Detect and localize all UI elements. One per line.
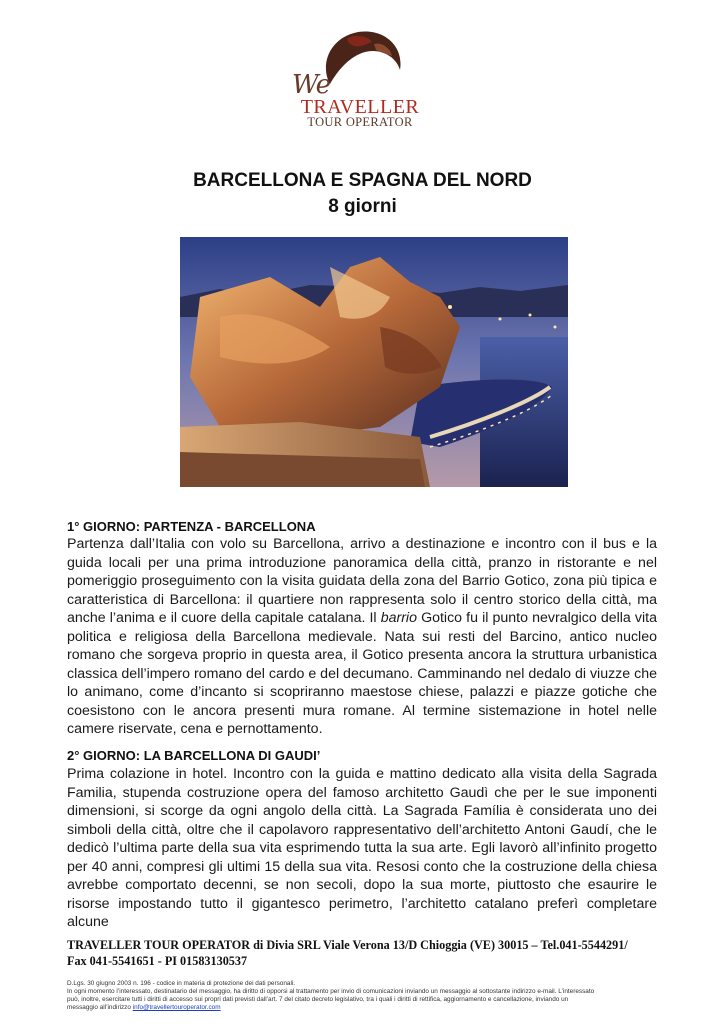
footer-legal-line4	[67, 1004, 667, 1012]
day1-text-a: Partenza dall’Italia con volo su Barcellona, arrivo a destinazione e incontro con il bus e la guida locali per una prima introduzione panoramica della città, pranzo in ristorante e nel pomeriggio proseguimento con la visita guidata della zona del Barrio Gotico, zona più tipica e caratteristica di Barcellona: il quartiere non rappresenta solo il centro storico della città, ma anche l’anima e il cuore della capitale catalana. Il	[67, 536, 657, 626]
logo-tour-operator: TOUR OPERATOR	[307, 115, 413, 129]
footer-legal-line2: In ogni momento l’interessato, destinatario del messaggio, ha diritto di opporsi al trattamento per invio di comunicazioni inviando un messaggio al sottostante indirizzo e-mail. L’interessato	[67, 988, 595, 995]
footer-company-line1: TRAVELLER TOUR OPERATOR di Divia SRL Viale Verona 13/D Chioggia (VE) 30015 – Tel.041-5544291/	[67, 938, 628, 952]
footer-company-line2: Fax 041-5541651 - PI 01583130537	[67, 954, 248, 968]
traveller-logo	[290, 26, 425, 130]
footer-legal-prefix: messaggio all’indirizzo	[67, 1004, 133, 1011]
day1-text	[67, 535, 657, 739]
day2-text	[67, 765, 657, 932]
day1-heading: 1° GIORNO: PARTENZA - BARCELLONA	[67, 519, 316, 534]
day2-heading: 2° GIORNO: LA BARCELLONA DI GAUDI’	[67, 748, 321, 763]
logo-we: We	[292, 70, 330, 100]
logo-traveller: TRAVELLER	[300, 96, 420, 118]
footer-legal-line1: D.Lgs. 30 giugno 2003 n. 196 - codice in materia di protezione dei dati personali.	[67, 980, 296, 987]
footer-company	[67, 937, 667, 969]
day1-text-b: Gotico fu il punto nevralgico della vita politica e religiosa della Barcellona medievale. Nata sui resti del Barcino, antico nucleo romano che sorgeva proprio in questa area, il Gotico presenta ancora la struttura urbanistica classica dell’impero romano del cardo e del decumano. Camminando nel dedalo di viuzze che lo animano, come d’incanto si scopriranno maestose chiese, palazzi e piazze gotiche che coesistono con le ancora presenti mura romane. Al termine sistemazione in hotel nelle camere riservate, cena e pernottamento.	[67, 610, 657, 737]
page-subtitle: 8 giorni	[328, 196, 397, 217]
footer-email-link[interactable]: info@travellertouroperator.com	[132, 1004, 221, 1011]
day1-text-italic: barrio	[380, 610, 417, 626]
day2-paragraph: Prima colazione in hotel. Incontro con la guida e mattino dedicato alla visita della Sagrada Familia, stupenda costruzione opera del famoso architetto Gaudì che per le sue imponenti dimensioni, si scorge da ogni angolo della città. La Sagrada Família è considerata uno dei simboli della città, oltre che il capolavoro rappresentativo dell’architetto Antoni Gaudí, che le dedicò l’ultima parte della sua vita esprimendo tutta la sua arte. Egli lavorò all’infinito progetto per 40 anni, compresi gli ultimi 15 della sua vita. Resosi conto che la costruzione della chiesa avrebbe comportato decenni, se non secoli, dopo la sua morte, piuttosto che esaurire le risorse impostando tutto il gigantesco perimetro, l’architetto catalano preferì completare alcune	[67, 766, 657, 930]
footer-legal	[67, 980, 667, 1012]
page-title: BARCELLONA E SPAGNA DEL NORD	[193, 170, 532, 191]
guggenheim-museum-photo	[180, 237, 568, 487]
footer-legal-line3: può, inoltre, esercitare tutti i diritti di accesso sui propri dati previsti dall’art. 7 del citato decreto legislativo, tra i quali i diritti di rettifica, aggiornamento e cancellazione, inviando un	[67, 996, 569, 1003]
